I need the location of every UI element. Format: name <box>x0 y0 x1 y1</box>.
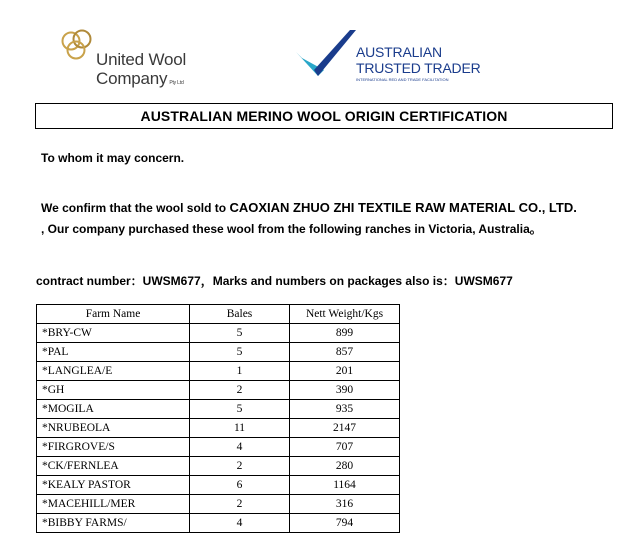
att-line3: INTERNATIONAL RED AND TRADE FACILITATION <box>356 77 449 82</box>
nett-weight: 201 <box>290 362 400 381</box>
nett-weight: 857 <box>290 343 400 362</box>
farm-name: *GH <box>37 381 190 400</box>
att-line2: TRUSTED TRADER <box>356 60 481 76</box>
bales: 1 <box>190 362 290 381</box>
farm-name: *BRY-CW <box>37 324 190 343</box>
table-row <box>37 419 400 438</box>
nett-weight: 935 <box>290 400 400 419</box>
header-nett-weight: Nett Weight/Kgs <box>290 305 400 324</box>
farm-name: *NRUBEOLA <box>37 419 190 438</box>
australian-trusted-trader-logo <box>296 30 496 92</box>
farm-name: *MOGILA <box>37 400 190 419</box>
bales: 5 <box>190 400 290 419</box>
table-row <box>37 457 400 476</box>
table-row <box>37 400 400 419</box>
nett-weight: 2147 <box>290 419 400 438</box>
farm-name: *FIRGROVE/S <box>37 438 190 457</box>
table-header-row <box>37 305 400 324</box>
checkmark-logo-icon <box>296 30 356 82</box>
table-row <box>37 495 400 514</box>
header-farm-name: Farm Name <box>37 305 190 324</box>
nett-weight: 794 <box>290 514 400 533</box>
buyer-name: CAOXIAN ZHUO ZHI TEXTILE RAW MATERIAL CO., LTD. <box>229 200 577 215</box>
bales: 2 <box>190 495 290 514</box>
uwc-suffix: Pty Ltd <box>169 80 184 86</box>
table-row <box>37 514 400 533</box>
bales: 5 <box>190 343 290 362</box>
farm-table <box>36 304 400 533</box>
purchase-line: , Our company purchased these wool from the following ranches in Victoria, Australia。 <box>41 222 542 236</box>
united-wool-company-logo <box>58 28 198 88</box>
farm-name: *CK/FERNLEA <box>37 457 190 476</box>
contract-line: contract number：UWSM677，Marks and numbers on packages also is：UWSM677 <box>36 274 513 288</box>
bales: 2 <box>190 381 290 400</box>
farm-name: *BIBBY FARMS/ <box>37 514 190 533</box>
nett-weight: 707 <box>290 438 400 457</box>
table-row <box>37 343 400 362</box>
bales: 11 <box>190 419 290 438</box>
bales: 4 <box>190 438 290 457</box>
farm-name: *MACEHILL/MER <box>37 495 190 514</box>
header-bales: Bales <box>190 305 290 324</box>
nett-weight: 316 <box>290 495 400 514</box>
confirm-prefix: We confirm that the wool sold to <box>41 201 230 215</box>
bales: 6 <box>190 476 290 495</box>
farm-name: *PAL <box>37 343 190 362</box>
salutation: To whom it may concern. <box>41 151 185 165</box>
nett-weight: 1164 <box>290 476 400 495</box>
rings-logo-icon <box>58 28 98 68</box>
att-line1: AUSTRALIAN <box>356 44 442 60</box>
bales: 4 <box>190 514 290 533</box>
farm-name: *KEALY PASTOR <box>37 476 190 495</box>
table-row <box>37 381 400 400</box>
document-title: AUSTRALIAN MERINO WOOL ORIGIN CERTIFICATION <box>35 103 613 129</box>
nett-weight: 390 <box>290 381 400 400</box>
nett-weight: 280 <box>290 457 400 476</box>
nett-weight: 899 <box>290 324 400 343</box>
table-row <box>37 362 400 381</box>
table-row <box>37 324 400 343</box>
bales: 5 <box>190 324 290 343</box>
table-row <box>37 438 400 457</box>
uwc-name-line2: Company Pty Ltd <box>96 69 184 88</box>
uwc-name-line1: United Wool <box>96 50 187 69</box>
table-row <box>37 476 400 495</box>
bales: 2 <box>190 457 290 476</box>
confirm-line <box>41 200 577 215</box>
farm-name: *LANGLEA/E <box>37 362 190 381</box>
